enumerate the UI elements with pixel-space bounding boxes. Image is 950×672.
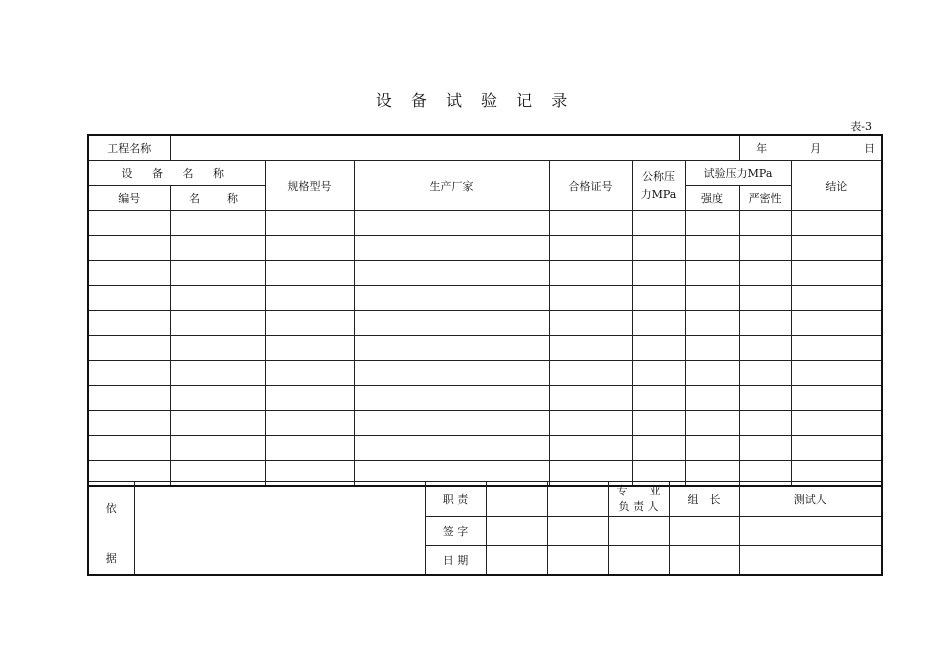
duty-label: 职 责	[425, 482, 486, 517]
table-cell[interactable]	[170, 311, 265, 336]
table-cell[interactable]	[791, 311, 882, 336]
table-cell[interactable]	[354, 411, 549, 436]
table-row	[88, 236, 882, 261]
form-title: 设 备 试 验 记 录	[375, 91, 575, 110]
date-cell-2[interactable]	[547, 546, 608, 576]
table-cell[interactable]	[632, 211, 685, 236]
equipment-name-header: 设 备 名 称	[88, 161, 265, 186]
table-cell[interactable]	[685, 436, 739, 461]
name-header: 名 称	[170, 186, 265, 211]
table-cell[interactable]	[170, 236, 265, 261]
table-cell[interactable]	[354, 386, 549, 411]
project-name-field[interactable]	[170, 135, 739, 161]
sign-cell-4[interactable]	[669, 517, 739, 546]
table-cell[interactable]	[739, 236, 791, 261]
table-cell[interactable]	[632, 286, 685, 311]
table-row	[88, 386, 882, 411]
table-cell[interactable]	[739, 286, 791, 311]
table-cell[interactable]	[685, 336, 739, 361]
table-row	[88, 361, 882, 386]
table-cell[interactable]	[791, 286, 882, 311]
professional-head-label	[608, 482, 669, 517]
table-cell[interactable]	[632, 386, 685, 411]
table-cell[interactable]	[739, 361, 791, 386]
table-cell[interactable]	[549, 386, 632, 411]
date-label: 日 期	[425, 546, 486, 576]
table-row	[88, 286, 882, 311]
table-cell[interactable]	[88, 236, 170, 261]
table-cell[interactable]	[354, 236, 549, 261]
table-cell[interactable]	[739, 436, 791, 461]
table-cell[interactable]	[632, 411, 685, 436]
table-cell[interactable]	[354, 361, 549, 386]
table-cell[interactable]	[354, 436, 549, 461]
table-cell[interactable]	[170, 436, 265, 461]
table-cell[interactable]	[632, 261, 685, 286]
table-row	[88, 261, 882, 286]
table-cell[interactable]	[88, 436, 170, 461]
table-cell[interactable]	[549, 361, 632, 386]
date-year-label: 年	[756, 142, 768, 155]
table-cell[interactable]	[632, 236, 685, 261]
table-cell[interactable]	[685, 311, 739, 336]
sign-cell-2[interactable]	[547, 517, 608, 546]
table-cell[interactable]	[88, 261, 170, 286]
basis-label	[88, 482, 134, 576]
table-cell[interactable]	[354, 261, 549, 286]
certificate-no-header: 合格证号	[549, 161, 632, 211]
table-cell[interactable]	[791, 336, 882, 361]
table-cell[interactable]	[170, 386, 265, 411]
table-row	[88, 411, 882, 436]
table-cell[interactable]	[791, 436, 882, 461]
table-cell[interactable]	[88, 386, 170, 411]
table-cell[interactable]	[549, 436, 632, 461]
table-cell[interactable]	[354, 336, 549, 361]
signature-table	[87, 481, 883, 576]
table-cell[interactable]	[88, 411, 170, 436]
date-cell-4[interactable]	[669, 546, 739, 576]
table-cell[interactable]	[632, 336, 685, 361]
table-cell[interactable]	[739, 261, 791, 286]
table-cell[interactable]	[632, 361, 685, 386]
table-cell[interactable]	[88, 336, 170, 361]
table-cell[interactable]	[739, 336, 791, 361]
table-cell[interactable]	[549, 286, 632, 311]
table-cell[interactable]	[170, 361, 265, 386]
date-day-label: 日	[864, 142, 876, 155]
table-cell[interactable]	[549, 211, 632, 236]
table-cell[interactable]	[549, 411, 632, 436]
table-cell[interactable]	[265, 236, 354, 261]
basis-char-1: 依	[105, 502, 117, 515]
date-month-label: 月	[810, 142, 822, 155]
strength-header: 强度	[685, 186, 739, 211]
tightness-header: 严密性	[739, 186, 791, 211]
table-cell[interactable]	[791, 361, 882, 386]
table-cell[interactable]	[170, 286, 265, 311]
table-cell[interactable]	[549, 311, 632, 336]
table-cell[interactable]	[88, 211, 170, 236]
table-cell[interactable]	[549, 261, 632, 286]
table-cell[interactable]	[549, 236, 632, 261]
table-cell[interactable]	[739, 211, 791, 236]
table-cell[interactable]	[791, 236, 882, 261]
duty-cell-2[interactable]	[547, 482, 608, 517]
table-cell[interactable]	[685, 411, 739, 436]
table-cell[interactable]	[739, 386, 791, 411]
equipment-test-table	[87, 134, 883, 487]
table-cell[interactable]	[685, 386, 739, 411]
basis-field[interactable]	[134, 482, 425, 576]
table-cell[interactable]	[632, 311, 685, 336]
table-cell[interactable]	[170, 261, 265, 286]
table-cell[interactable]	[685, 361, 739, 386]
table-cell[interactable]	[265, 336, 354, 361]
duty-cell-1[interactable]	[486, 482, 547, 517]
sign-cell-3[interactable]	[608, 517, 669, 546]
table-cell[interactable]	[685, 211, 739, 236]
professional-head-line-2: 负 责 人	[618, 500, 659, 513]
table-cell[interactable]	[354, 286, 549, 311]
sign-cell-5[interactable]	[739, 517, 882, 546]
table-row	[88, 311, 882, 336]
manufacturer-header: 生产厂家	[354, 161, 549, 211]
table-cell[interactable]	[265, 436, 354, 461]
table-cell[interactable]	[88, 311, 170, 336]
nominal-pressure-header: 公称压力MPa	[632, 161, 685, 211]
table-cell[interactable]	[685, 261, 739, 286]
sign-cell-1[interactable]	[486, 517, 547, 546]
date-cell-5[interactable]	[739, 546, 882, 576]
table-cell[interactable]	[354, 211, 549, 236]
table-cell[interactable]	[549, 336, 632, 361]
table-row	[88, 436, 882, 461]
professional-head-line-1: 专 业	[616, 484, 661, 497]
table-cell[interactable]	[265, 411, 354, 436]
test-pressure-header: 试验压力MPa	[685, 161, 791, 186]
table-cell[interactable]	[265, 361, 354, 386]
table-cell[interactable]	[739, 311, 791, 336]
table-cell[interactable]	[739, 411, 791, 436]
date-cell-1[interactable]	[486, 546, 547, 576]
table-number: 表-3	[850, 120, 872, 133]
table-cell[interactable]	[88, 286, 170, 311]
number-header: 编号	[88, 186, 170, 211]
table-cell[interactable]	[354, 311, 549, 336]
sign-label: 签 字	[425, 517, 486, 546]
basis-char-2: 据	[105, 552, 117, 565]
table-cell[interactable]	[791, 386, 882, 411]
table-cell[interactable]	[170, 211, 265, 236]
table-row	[88, 336, 882, 361]
tester-label: 测试人	[739, 482, 882, 517]
table-cell[interactable]	[791, 261, 882, 286]
table-cell[interactable]	[170, 411, 265, 436]
table-cell[interactable]	[265, 311, 354, 336]
table-cell[interactable]	[170, 336, 265, 361]
table-cell[interactable]	[265, 211, 354, 236]
table-cell[interactable]	[685, 236, 739, 261]
table-cell[interactable]	[791, 411, 882, 436]
table-row	[88, 211, 882, 236]
table-cell[interactable]	[265, 286, 354, 311]
group-leader-label: 组 长	[669, 482, 739, 517]
table-cell[interactable]	[791, 211, 882, 236]
spec-model-header: 规格型号	[265, 161, 354, 211]
table-cell[interactable]	[265, 261, 354, 286]
table-cell[interactable]	[632, 436, 685, 461]
date-cell-3[interactable]	[608, 546, 669, 576]
table-cell[interactable]	[88, 361, 170, 386]
date-field[interactable]	[739, 135, 882, 161]
project-name-label: 工程名称	[88, 135, 170, 161]
conclusion-header: 结论	[791, 161, 882, 211]
table-cell[interactable]	[685, 286, 739, 311]
table-cell[interactable]	[265, 386, 354, 411]
